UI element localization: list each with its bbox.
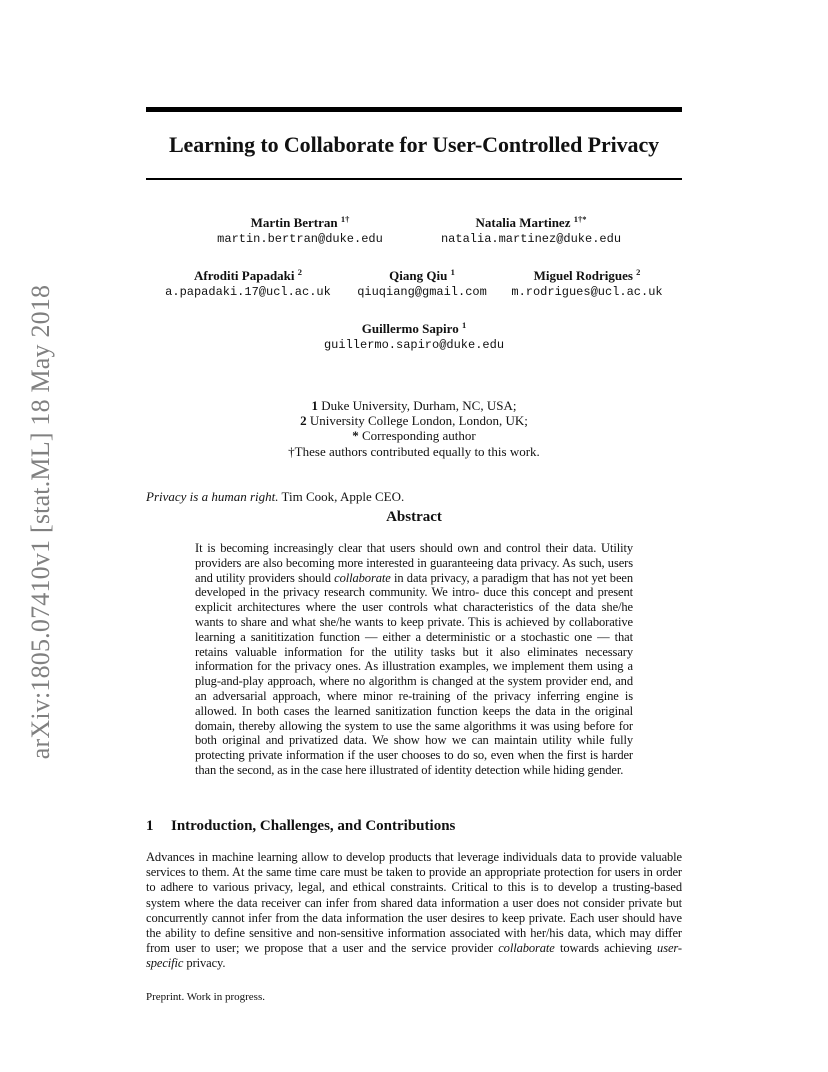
section-heading: 1 Introduction, Challenges, and Contributions [146,818,456,834]
author-name: Afroditi Papadaki $^2$ [193,267,303,283]
author-block [150,268,346,300]
author-email[interactable]: qiuqiang@gmail.com [357,285,487,299]
paper-title: Learning to Collaborate for User-Controlled Privacy [168,132,660,157]
affiliation-line: †These authors contributed equally to this work. [288,443,540,459]
author-email[interactable]: guillermo.sapiro@duke.edu [323,338,505,352]
author-email[interactable]: a.papadaki.17@ucl.ac.uk [165,285,331,299]
author-marks: 2 [636,267,641,277]
affiliation-line: 2 University College London, London, UK; [300,413,528,429]
title-bottom-rule [146,178,682,180]
abstract-heading: Abstract [386,509,442,525]
epigraph: Privacy is a human right. Tim Cook, Apple CEO. [146,489,405,504]
abstract-body: It is becoming increasingly clear that users should own and control their data. Utility providers are also becoming more interested in guaranteeing data privacy. As such, users and utility providers should collaborate in data privacy, a paradigm that has not yet been developed in the privacy research community. We intro- duce this concept and present explicit architectures where the user controls what characteristics of the data she/he wants to share and what she/he wants to keep private. This is achieved by collaborative learning a sanititization function — either a deterministic or a stochastic one — that retains valuable information for the utility tasks but it also eliminates necessary information for the privacy ones. As illustration examples, we implement them using a plug-and-play approach, where no algorithm is changed at the system provider end, and an adversarial approach, where minor re-training of the privacy inferring engine is allowed. In both cases the learned sanitization function keeps the data in the original domain, thereby allowing the system to use the same algorithms it was using before for both original and privatized data. We show how we can maintain utility while fully protecting private information if the user chooses to do so, even when the first is harder than the second, as in the case here illustrated of identity detection while hiding gender. [195,541,633,777]
arxiv-identifier: arXiv:1805.07410v1 [stat.ML] 18 May 2018 [26,284,55,760]
affiliation-line: * Corresponding author [352,428,476,444]
affiliation-line: 1 Duke University, Durham, NC, USA; [311,398,517,413]
author-name: Guillermo Sapiro $^1$ [361,320,467,336]
author-marks: 1† [340,214,350,224]
author-email[interactable]: martin.bertran@duke.edu [217,232,383,246]
author-name: Qiang Qiu $^1$ [389,267,455,283]
preprint-note: Preprint. Work in progress. [146,991,265,1003]
author-block [352,268,492,300]
author-name: Martin Bertran $^{1\dagger}$ [250,214,350,230]
author-block [190,215,410,247]
author-name: Miguel Rodrigues $^2$ [533,267,641,283]
author-marks: 1 [450,267,455,277]
section-body: Advances in machine learning allow to develop products that leverage individuals data to provide valuable services to them. At the same time care must be taken to provide an appropriate protection for users in order to adhere to various privacy, legal, and ethical constraints. Critical to this is to develop a trusting-based system where the data receiver can infer from shared data information a user does not consider private but concurrently cannot infer from the data information the user desires to keep private. Each user should have the ability to define sensitive and non-sensitive information associated with her/his data, which may differ from user to user; we propose that a user and the service provider collaborate towards achieving user-specific privacy. [146,850,682,971]
author-block [420,215,642,247]
author-block [304,321,524,353]
affiliations [146,398,682,459]
author-email[interactable]: m.rodrigues@ucl.ac.uk [511,285,663,299]
author-marks: 1 [461,320,467,330]
title-top-rule [146,107,682,112]
author-name: Natalia Martinez $^{1\dagger*}$ [475,214,587,230]
author-block [500,268,674,300]
author-marks: 2 [297,267,303,277]
author-email[interactable]: natalia.martinez@duke.edu [440,232,622,246]
author-marks: 1†* [573,214,587,224]
